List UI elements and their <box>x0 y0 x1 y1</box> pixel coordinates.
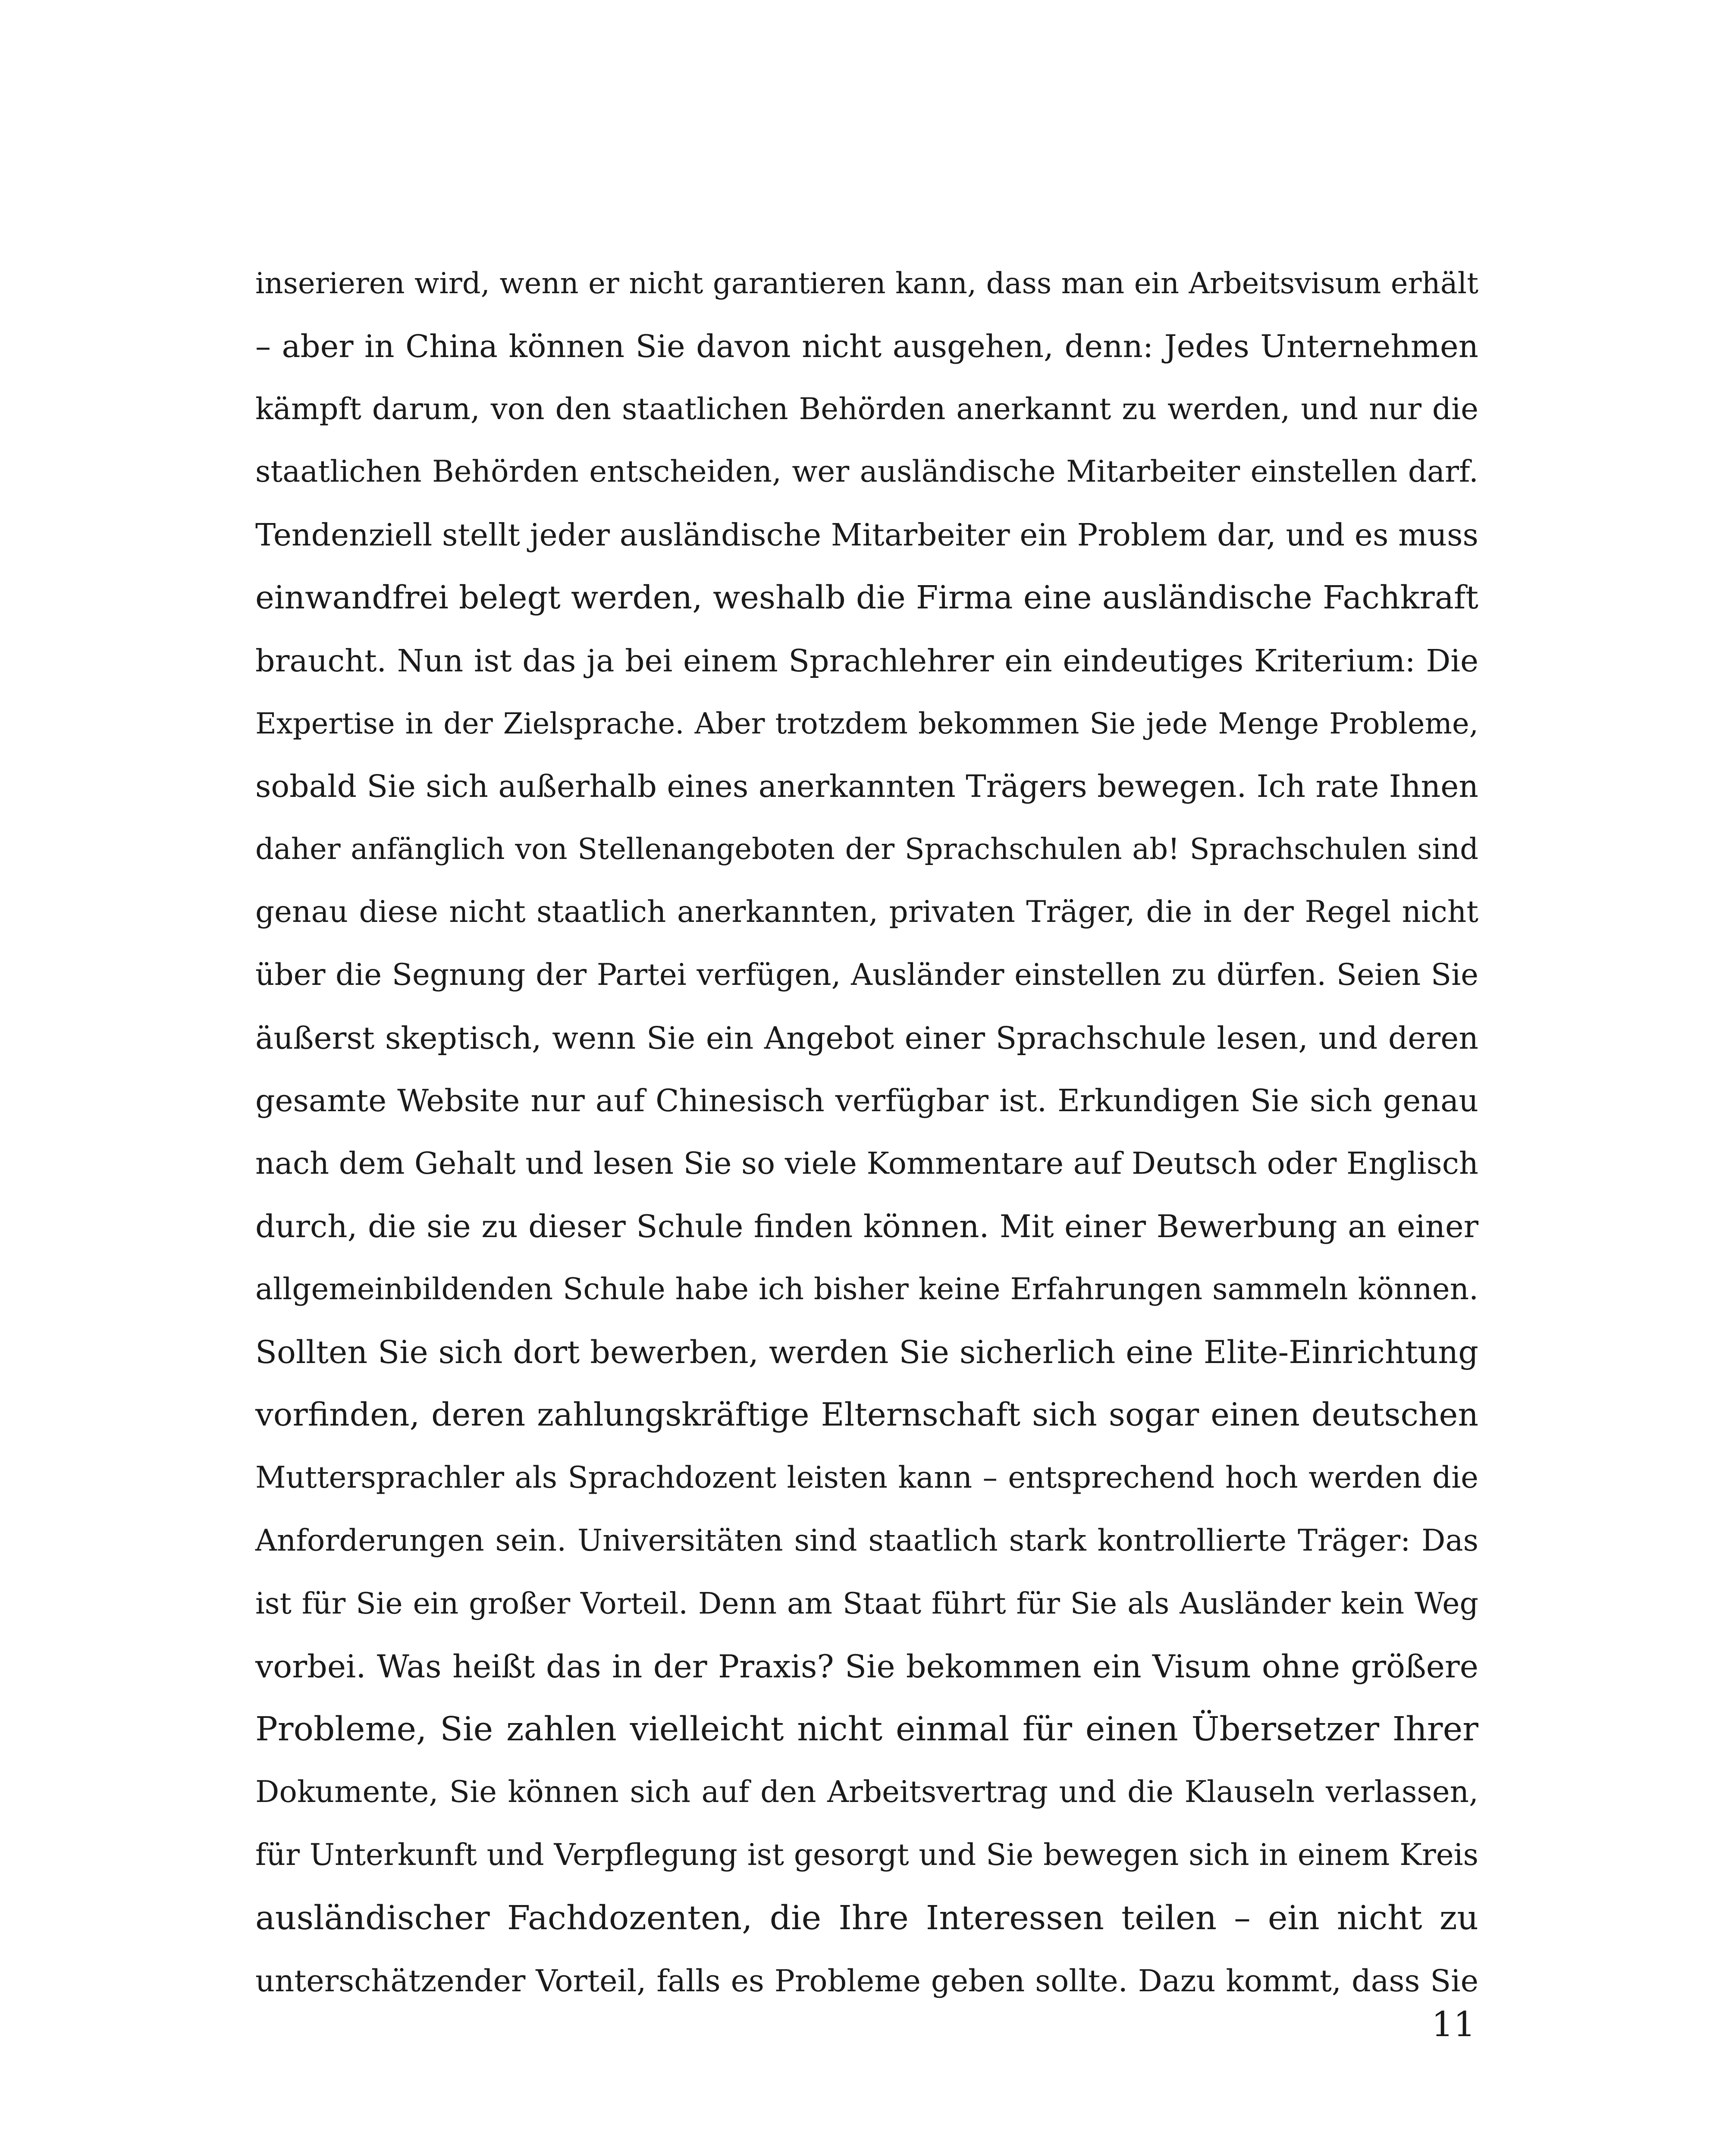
text-line: über die Segnung der Partei verfügen, Ausländer einstellen zu dürfen. Seien Sie <box>255 957 1478 992</box>
text-line: Expertise in der Zielsprache. Aber trotzdem bekommen Sie jede Menge Probleme, <box>255 706 1478 740</box>
text-line: kämpft darum, von den staatlichen Behörden anerkannt zu werden, und nur die <box>255 392 1478 426</box>
text-line: vorbei. Was heißt das in der Praxis? Sie bekommen ein Visum ohne größere <box>255 1648 1478 1685</box>
page-number: 11 <box>1431 2004 1475 2044</box>
text-line: – aber in China können Sie davon nicht ausgehen, denn: Jedes Unternehmen <box>255 328 1478 364</box>
text-line: braucht. Nun ist das ja bei einem Sprachlehrer ein eindeutiges Kriterium: Die <box>255 642 1478 679</box>
text-line: für Unterkunft und Verpflegung ist gesorgt und Sie bewegen sich in einem Kreis <box>255 1837 1478 1872</box>
text-line: Muttersprachler als Sprachdozent leisten kann – entsprechend hoch werden die <box>255 1460 1478 1495</box>
text-line: ist für Sie ein großer Vorteil. Denn am Staat führt für Sie als Ausländer kein Weg <box>255 1586 1478 1621</box>
text-line: sobald Sie sich außerhalb eines anerkannten Trägers bewegen. Ich rate Ihnen <box>255 768 1478 805</box>
text-line: unterschätzender Vorteil, falls es Probleme geben sollte. Dazu kommt, dass Sie <box>255 1963 1478 1999</box>
text-line: inserieren wird, wenn er nicht garantieren kann, dass man ein Arbeitsvisum erhält <box>255 266 1478 300</box>
text-line: äußerst skeptisch, wenn Sie ein Angebot einer Sprachschule lesen, und deren <box>255 1020 1478 1056</box>
text-line: nach dem Gehalt und lesen Sie so viele Kommentare auf Deutsch oder Englisch <box>255 1146 1478 1181</box>
text-line: genau diese nicht staatlich anerkannten, privaten Träger, die in der Regel nicht <box>255 894 1478 929</box>
text-line: gesamte Website nur auf Chinesisch verfügbar ist. Erkundigen Sie sich genau <box>255 1083 1478 1119</box>
text-line: Probleme, Sie zahlen vielleicht nicht einmal für einen Übersetzer Ihrer <box>255 1710 1478 1749</box>
text-line: Tendenziell stellt jeder ausländische Mitarbeiter ein Problem dar, und es muss <box>255 517 1478 553</box>
text-line: daher anfänglich von Stellenangeboten der Sprachschulen ab! Sprachschulen sind <box>255 832 1478 866</box>
text-line: ausländischer Fachdozenten, die Ihre Interessen teilen – ein nicht zu <box>255 1899 1478 1937</box>
text-line: einwandfrei belegt werden, weshalb die Firma eine ausländische Fachkraft <box>255 579 1478 616</box>
text-line: Sollten Sie sich dort bewerben, werden Sie sicherlich eine Elite-Einrichtung <box>255 1334 1478 1371</box>
text-line: vorfinden, deren zahlungskräftige Elternschaft sich sogar einen deutschen <box>255 1396 1478 1434</box>
text-line: durch, die sie zu dieser Schule finden können. Mit einer Bewerbung an einer <box>255 1208 1478 1244</box>
body-text <box>255 252 1478 2012</box>
text-line: Anforderungen sein. Universitäten sind staatlich stark kontrollierte Träger: Das <box>255 1523 1478 1558</box>
text-line: staatlichen Behörden entscheiden, wer ausländische Mitarbeiter einstellen darf. <box>255 454 1478 489</box>
text-line: Dokumente, Sie können sich auf den Arbeitsvertrag und die Klauseln verlassen, <box>255 1775 1478 1810</box>
text-line: allgemeinbildenden Schule habe ich bisher keine Erfahrungen sammeln können. <box>255 1272 1478 1307</box>
